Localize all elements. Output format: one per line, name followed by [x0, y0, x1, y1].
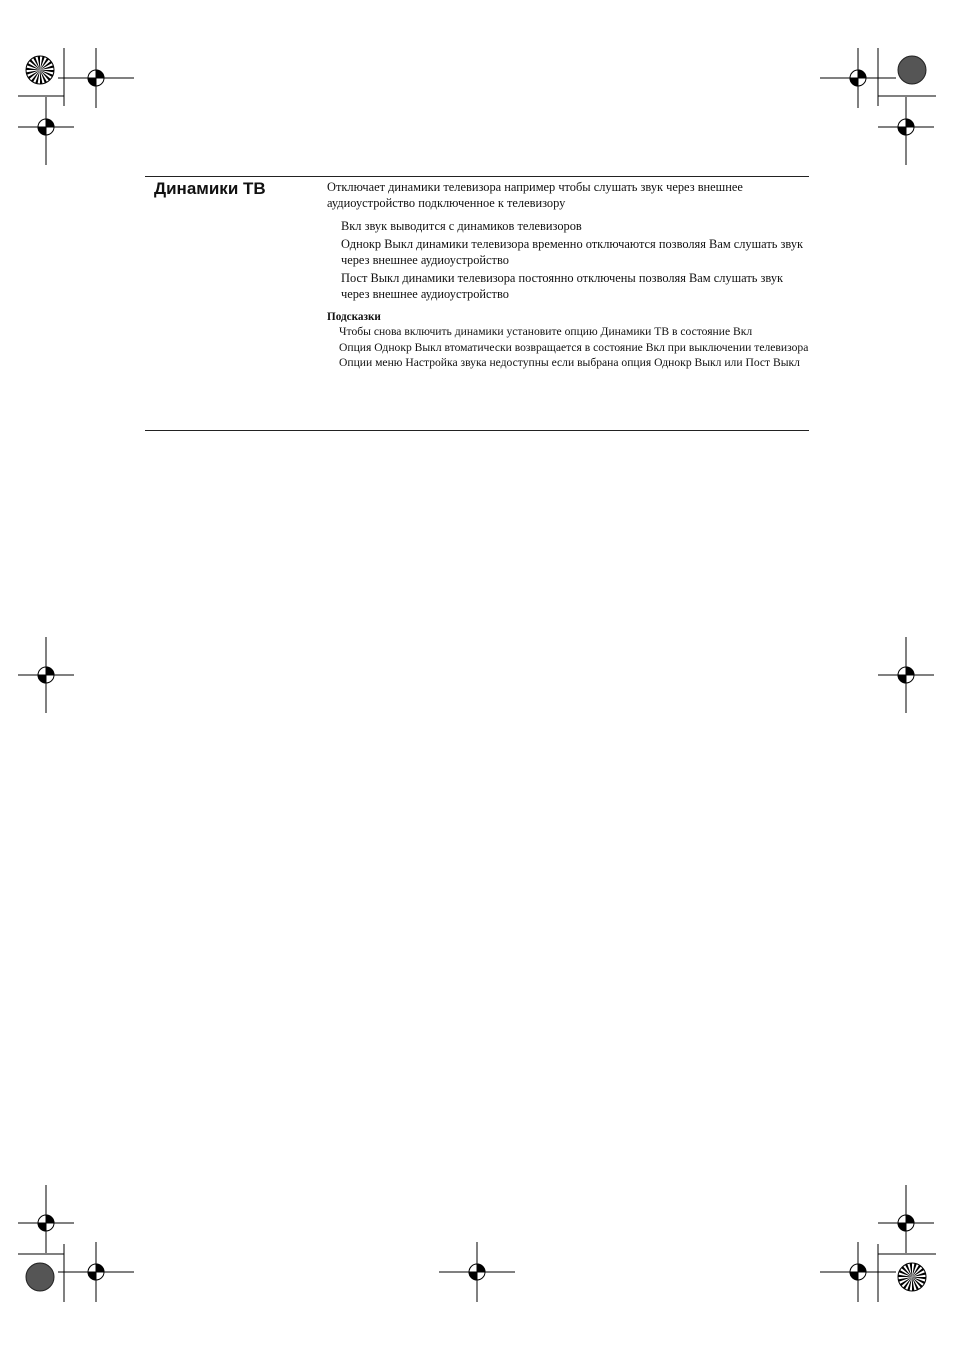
section-body [327, 179, 809, 371]
section-heading: Динамики ТВ [154, 179, 266, 198]
registration-target-icon [878, 637, 934, 713]
hint-item: Чтобы снова включить динамики установите опцию Динамики ТВ в состояние Вкл [339, 325, 753, 338]
option-permanent-off: Пост Выкл динамики телевизора постоянно отключены позволяя Вам слушать звук через внешнее аудиоустройство [341, 271, 784, 301]
registration-target-icon [18, 97, 74, 165]
section-intro: Отключает динамики телевизора например чтобы слушать звук через внешнее аудиоустройство подключенное к телевизору [327, 180, 743, 210]
table-top-rule [145, 176, 809, 177]
option-on: Вкл звук выводится с динамиков телевизоров [341, 219, 582, 233]
option-once-off: Однокр Выкл динамики телевизора временно отключаются позволяя Вам слушать звук через внешнее аудиоустройство [341, 237, 804, 267]
registration-target-icon [878, 1185, 934, 1253]
starburst-target-icon [898, 1263, 926, 1291]
registration-target-icon [18, 637, 74, 713]
hints-title: Подсказки [327, 311, 381, 323]
registration-target-icon [58, 48, 134, 108]
hint-item: Опции меню Настройка звука недоступны если выбрана опция Однокр Выкл или Пост Выкл [339, 356, 800, 369]
table-bottom-rule [145, 430, 809, 431]
hint-item: Опция Однокр Выкл втоматически возвращается в состояние Вкл при выключении телевизора [339, 340, 809, 354]
registration-target-icon [58, 1242, 134, 1302]
registration-target-icon [439, 1242, 515, 1302]
registration-target-icon [820, 1242, 896, 1302]
starburst-target-icon [26, 56, 54, 84]
color-density-disk-icon [26, 1263, 54, 1291]
registration-target-icon [18, 1185, 74, 1253]
registration-target-icon [878, 97, 934, 165]
color-density-disk-icon [898, 56, 926, 84]
registration-target-icon [820, 48, 896, 108]
